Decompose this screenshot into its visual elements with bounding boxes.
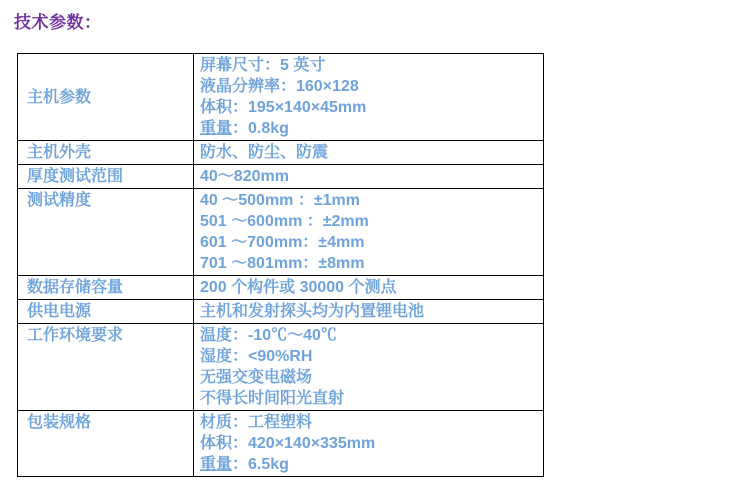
spec-label: 厚度测试范围 <box>18 165 194 189</box>
spec-label: 主机外壳 <box>18 141 194 165</box>
spec-value-line: 温度：-10℃～40℃ <box>200 327 337 344</box>
plain-text: ：6.5kg <box>232 456 289 473</box>
spec-table-body <box>18 54 544 477</box>
spec-table <box>17 53 544 477</box>
spec-value-line: 701 ～801mm：±8mm <box>200 255 365 272</box>
spec-value-line: 屏幕尺寸：5 英寸 <box>200 57 326 74</box>
spec-value-line: 湿度：<90%RH <box>200 348 313 365</box>
table-row <box>18 324 544 411</box>
table-row <box>18 189 544 276</box>
page-title: 技术参数： <box>14 13 102 32</box>
spec-value <box>194 276 544 300</box>
spec-value <box>194 300 544 324</box>
spec-value-line: 液晶分辨率：160×128 <box>200 78 359 95</box>
spec-value-line: 主机和发射探头均为内置锂电池 <box>200 303 425 320</box>
spec-label: 工作环境要求 <box>18 324 194 411</box>
spec-value-line: 40 ～500mm ：±1mm <box>200 192 360 209</box>
spec-value <box>194 324 544 411</box>
spec-value-line: 无强交变电磁场 <box>200 369 313 386</box>
spec-label: 包装规格 <box>18 411 194 477</box>
table-row <box>18 300 544 324</box>
table-row <box>18 54 544 141</box>
spec-value-line: 防水、防尘、防震 <box>200 144 329 161</box>
spec-value-line: 200 个构件或 30000 个测点 <box>200 279 397 296</box>
spec-value <box>194 411 544 477</box>
spec-value-line: 体积：420×140×335mm <box>200 435 376 452</box>
spec-label: 测试精度 <box>18 189 194 276</box>
spec-value-line <box>200 454 539 475</box>
spec-value-line: 601 ～700mm：±4mm <box>200 234 365 251</box>
spec-value <box>194 189 544 276</box>
spec-value-line: 501 ～600mm ：±2mm <box>200 213 369 230</box>
spec-value <box>194 165 544 189</box>
spec-value <box>194 141 544 165</box>
spec-value-line: 不得长时间阳光直射 <box>200 390 345 407</box>
spec-value-line: 材质：工程塑料 <box>200 414 313 431</box>
spec-label: 主机参数 <box>18 54 194 141</box>
spec-label: 供电电源 <box>18 300 194 324</box>
underlined-text: 重量 <box>200 456 233 473</box>
underlined-text: 重量 <box>200 120 233 137</box>
table-row <box>18 165 544 189</box>
table-row <box>18 276 544 300</box>
table-row <box>18 141 544 165</box>
spec-value-line: 40～820mm <box>200 168 289 185</box>
table-row <box>18 411 544 477</box>
spec-label: 数据存储容量 <box>18 276 194 300</box>
spec-value-line: 体积：195×140×45mm <box>200 99 367 116</box>
spec-value-line <box>200 118 539 139</box>
plain-text: ：0.8kg <box>232 120 289 137</box>
spec-value <box>194 54 544 141</box>
